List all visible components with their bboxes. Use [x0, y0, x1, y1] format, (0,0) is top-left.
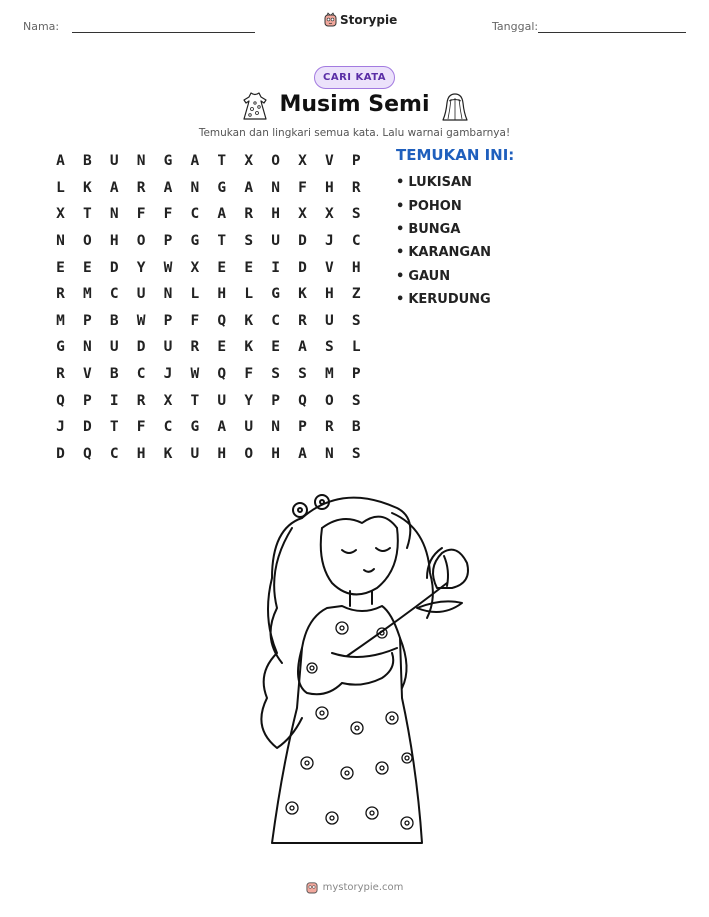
grid-cell: S	[351, 312, 361, 329]
grid-cell: R	[136, 179, 146, 196]
grid-row	[47, 148, 371, 175]
grid-cell: T	[217, 153, 227, 170]
grid-cell: A	[190, 153, 200, 170]
grid-cell: F	[136, 206, 146, 223]
grid-cell: N	[190, 179, 200, 196]
grid-cell: H	[136, 445, 146, 462]
grid-cell: H	[109, 233, 119, 250]
grid-cell: B	[351, 419, 361, 436]
word-list-item	[396, 288, 491, 311]
grid-cell: I	[271, 259, 280, 276]
instructions: Temukan dan lingkari semua kata. Lalu warnai gambarnya!	[198, 127, 511, 139]
word-list-item	[396, 194, 491, 217]
grid-cell: N	[324, 445, 334, 462]
footer	[0, 880, 709, 894]
grid-cell: G	[190, 233, 200, 250]
grid-cell: E	[82, 259, 92, 276]
grid-cell: D	[298, 259, 307, 276]
grid-cell: T	[190, 392, 200, 409]
grid-cell: L	[244, 286, 254, 303]
grid-cell: D	[56, 445, 65, 462]
grid-cell: D	[136, 339, 146, 356]
grid-row	[47, 175, 371, 202]
grid-cell: N	[56, 233, 65, 250]
grid-cell: J	[324, 233, 334, 250]
grid-cell: U	[217, 392, 227, 409]
grid-cell: S	[244, 233, 254, 250]
grid-cell: B	[82, 153, 92, 170]
word-list-item	[396, 265, 491, 288]
grid-cell: A	[56, 153, 65, 170]
date-label: Tanggal:	[492, 20, 539, 33]
grid-cell: V	[82, 366, 92, 383]
grid-cell: D	[109, 259, 119, 276]
grid-cell: J	[56, 419, 65, 436]
grid-cell: X	[56, 206, 65, 223]
grid-cell: L	[351, 339, 361, 356]
grid-cell: W	[190, 366, 200, 383]
grid-cell: P	[271, 392, 280, 409]
grid-row	[47, 254, 371, 281]
grid-cell: P	[351, 153, 361, 170]
word-label: KERUDUNG	[408, 292, 491, 308]
grid-cell: Q	[298, 392, 307, 409]
word-label: KARANGAN	[408, 245, 492, 261]
footer-url[interactable]: mystorypie.com	[322, 881, 404, 893]
grid-cell: O	[324, 392, 334, 409]
grid-cell: C	[190, 206, 200, 223]
grid-cell: S	[271, 366, 280, 383]
grid-cell: L	[190, 286, 200, 303]
grid-cell: X	[163, 392, 173, 409]
grid-cell: N	[271, 179, 280, 196]
grid-cell: A	[163, 179, 173, 196]
category-badge: CARI KATA	[314, 66, 395, 89]
grid-cell: T	[109, 419, 119, 436]
grid-cell: W	[163, 259, 173, 276]
grid-cell: Q	[56, 392, 65, 409]
grid-cell: O	[271, 153, 280, 170]
grid-cell: D	[82, 419, 92, 436]
grid-cell: E	[244, 259, 254, 276]
grid-cell: U	[324, 312, 334, 329]
grid-cell: H	[217, 445, 227, 462]
grid-cell: T	[82, 206, 92, 223]
name-label: Nama:	[23, 20, 60, 33]
grid-cell: S	[351, 445, 361, 462]
grid-cell: K	[244, 339, 254, 356]
grid-cell: S	[351, 206, 361, 223]
grid-cell: U	[271, 233, 280, 250]
grid-cell: H	[324, 179, 334, 196]
grid-cell: Q	[217, 366, 227, 383]
grid-cell: C	[136, 366, 146, 383]
grid-cell: N	[109, 206, 119, 223]
grid-row	[47, 441, 371, 468]
grid-cell: H	[271, 206, 280, 223]
word-list	[396, 171, 491, 311]
grid-cell: X	[298, 153, 307, 170]
grid-cell: N	[136, 153, 146, 170]
word-list-item	[396, 171, 491, 194]
grid-cell: A	[109, 179, 119, 196]
grid-cell: C	[351, 233, 361, 250]
grid-cell: U	[190, 445, 200, 462]
storypie-logo-icon	[324, 12, 337, 27]
grid-cell: S	[298, 366, 307, 383]
grid-cell: K	[82, 179, 92, 196]
grid-cell: C	[271, 312, 280, 329]
grid-cell: Q	[217, 312, 227, 329]
word-search-grid	[47, 148, 371, 467]
word-label: GAUN	[408, 268, 451, 284]
grid-cell: C	[163, 419, 173, 436]
grid-cell: N	[271, 419, 280, 436]
bullet: •	[396, 292, 405, 308]
grid-row	[47, 281, 371, 308]
grid-cell: G	[190, 419, 200, 436]
grid-cell: S	[324, 339, 334, 356]
grid-cell: X	[244, 153, 254, 170]
grid-cell: A	[298, 339, 307, 356]
grid-cell: T	[217, 233, 227, 250]
grid-cell: B	[109, 312, 119, 329]
word-list-item	[396, 218, 491, 241]
grid-cell: C	[109, 286, 119, 303]
grid-cell: X	[298, 206, 307, 223]
word-label: POHON	[408, 198, 462, 214]
grid-cell: U	[109, 153, 119, 170]
bullet: •	[396, 268, 405, 284]
grid-cell: A	[298, 445, 307, 462]
grid-cell: G	[271, 286, 280, 303]
date-field-line	[538, 32, 686, 33]
grid-cell: R	[351, 179, 361, 196]
name-field-line	[72, 32, 255, 33]
grid-cell: A	[244, 179, 254, 196]
girl-with-flower-illustration	[232, 488, 472, 854]
word-label: BUNGA	[408, 221, 461, 237]
grid-row	[47, 387, 371, 414]
grid-cell: C	[109, 445, 119, 462]
grid-cell: A	[217, 206, 227, 223]
grid-cell: W	[136, 312, 146, 329]
grid-cell: K	[244, 312, 254, 329]
grid-cell: P	[163, 233, 173, 250]
grid-cell: P	[351, 366, 361, 383]
grid-cell: B	[109, 366, 119, 383]
grid-cell: H	[217, 286, 227, 303]
grid-cell: R	[56, 286, 65, 303]
grid-cell: H	[324, 286, 334, 303]
grid-cell: X	[324, 206, 334, 223]
grid-row	[47, 201, 371, 228]
grid-cell: F	[163, 206, 173, 223]
grid-cell: J	[163, 366, 173, 383]
grid-cell: V	[324, 153, 334, 170]
grid-cell: U	[244, 419, 254, 436]
grid-cell: M	[56, 312, 65, 329]
storypie-logo-icon	[306, 880, 318, 894]
grid-row	[47, 414, 371, 441]
grid-cell: H	[351, 259, 361, 276]
grid-cell: U	[136, 286, 146, 303]
word-list-title: TEMUKAN INI:	[396, 146, 515, 164]
grid-row	[47, 334, 371, 361]
grid-cell: G	[217, 179, 227, 196]
page-title: Musim Semi	[279, 92, 430, 117]
word-label: LUKISAN	[408, 175, 472, 191]
bullet: •	[396, 198, 405, 214]
grid-cell: P	[82, 392, 92, 409]
grid-cell: E	[56, 259, 65, 276]
grid-row	[47, 308, 371, 335]
grid-cell: G	[56, 339, 65, 356]
grid-cell: E	[217, 339, 227, 356]
grid-cell: R	[190, 339, 200, 356]
grid-cell: P	[82, 312, 92, 329]
grid-cell: R	[136, 392, 146, 409]
grid-cell: K	[298, 286, 307, 303]
grid-cell: S	[351, 392, 361, 409]
brand	[324, 12, 397, 27]
grid-cell: U	[163, 339, 173, 356]
grid-cell: F	[298, 179, 307, 196]
grid-cell: X	[190, 259, 200, 276]
grid-cell: Y	[244, 392, 254, 409]
bullet: •	[396, 245, 405, 261]
grid-cell: D	[298, 233, 307, 250]
grid-cell: U	[109, 339, 119, 356]
grid-cell: V	[324, 259, 334, 276]
grid-row	[47, 228, 371, 255]
bullet: •	[396, 175, 405, 191]
grid-cell: R	[298, 312, 307, 329]
grid-cell: R	[244, 206, 254, 223]
grid-cell: P	[163, 312, 173, 329]
bullet: •	[396, 221, 405, 237]
grid-cell: Q	[82, 445, 92, 462]
grid-cell: A	[217, 419, 227, 436]
grid-cell: P	[298, 419, 307, 436]
word-list-item	[396, 241, 491, 264]
grid-cell: F	[136, 419, 146, 436]
grid-cell: Y	[136, 259, 146, 276]
grid-cell: E	[271, 339, 280, 356]
grid-cell: R	[56, 366, 65, 383]
grid-cell: F	[244, 366, 254, 383]
veil-icon	[440, 91, 470, 123]
grid-cell: L	[56, 179, 65, 196]
grid-cell: K	[163, 445, 173, 462]
grid-cell: R	[324, 419, 334, 436]
grid-cell: O	[82, 233, 92, 250]
grid-cell: O	[136, 233, 146, 250]
grid-cell: H	[271, 445, 280, 462]
grid-cell: M	[82, 286, 92, 303]
grid-row	[47, 361, 371, 388]
grid-cell: M	[324, 366, 334, 383]
grid-cell: G	[163, 153, 173, 170]
grid-cell: I	[109, 392, 119, 409]
grid-cell: F	[190, 312, 200, 329]
grid-cell: E	[217, 259, 227, 276]
brand-name: Storypie	[340, 12, 398, 27]
grid-cell: Z	[351, 286, 361, 303]
grid-cell: N	[163, 286, 173, 303]
grid-cell: N	[82, 339, 92, 356]
grid-cell: O	[244, 445, 254, 462]
